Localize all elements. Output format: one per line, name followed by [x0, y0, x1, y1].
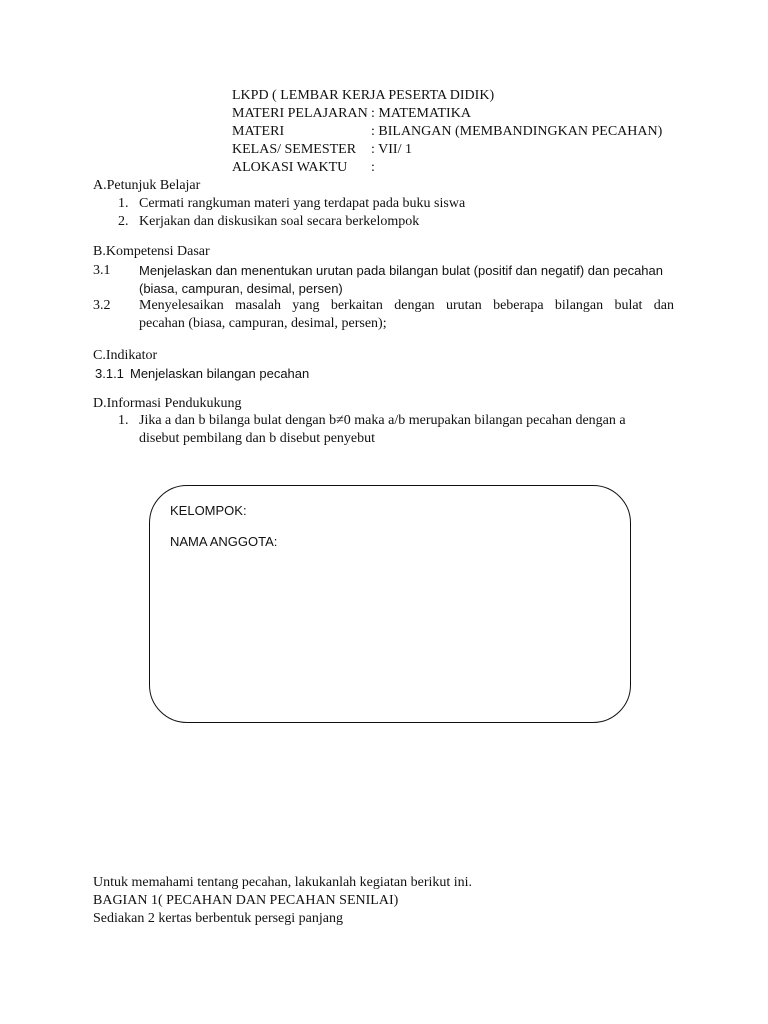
section-b-heading: B.Kompetensi Dasar: [93, 244, 210, 259]
list-item-continuation: (biasa, campuran, desimal, persen): [139, 281, 343, 296]
header-label: KELAS/ SEMESTER: [232, 142, 357, 157]
list-item-number: 3.1: [93, 263, 111, 278]
list-item-continuation: disebut pembilang dan b disebut penyebut: [139, 431, 376, 446]
list-item: Jika a dan b bilanga bulat dengan b≠0 maka a/b merupakan bilangan pecahan dengan a: [139, 413, 626, 428]
header-value: : VII/ 1: [371, 142, 412, 157]
list-item-number: 2.: [118, 214, 129, 229]
header-value: : MATEMATIKA: [371, 106, 471, 121]
list-item-number: 1.: [118, 196, 129, 211]
section-c-heading: C.Indikator: [93, 348, 158, 363]
list-item-number: 3.2: [93, 298, 111, 313]
header-value: : BILANGAN (MEMBANDINGKAN PECAHAN): [371, 124, 663, 139]
section-d-heading: D.Informasi Pendukukung: [93, 396, 242, 411]
document-title: LKPD ( LEMBAR KERJA PESERTA DIDIK): [232, 88, 495, 103]
instruction-text: Untuk memahami tentang pecahan, lakukanlah kegiatan berikut ini.: [93, 875, 473, 890]
header-label: MATERI: [232, 124, 285, 139]
list-item: Menjelaskan bilangan pecahan: [130, 366, 310, 381]
section-a-heading: A.Petunjuk Belajar: [93, 178, 201, 193]
list-item-continuation: pecahan (biasa, campuran, desimal, persen);: [139, 316, 387, 331]
list-item: Cermati rangkuman materi yang terdapat pada buku siswa: [139, 196, 466, 211]
nama-anggota-label: NAMA ANGGOTA:: [170, 534, 278, 549]
header-label: ALOKASI WAKTU: [232, 160, 348, 175]
list-item-line: Menyelesaikan masalah yang berkaitan dengan urutan beberapa bilangan bulat dan: [139, 298, 674, 313]
list-item-number: 3.1.1: [95, 366, 124, 381]
part-heading: BAGIAN 1( PECAHAN DAN PECAHAN SENILAI): [93, 893, 399, 908]
group-info-box: [149, 485, 631, 723]
instruction-text: Sediakan 2 kertas berbentuk persegi panjang: [93, 911, 343, 926]
list-item: [139, 297, 674, 315]
list-item: Menjelaskan dan menentukan urutan pada bilangan bulat (positif dan negatif) dan pecahan: [139, 263, 663, 278]
list-item: Kerjakan dan diskusikan soal secara berkelompok: [139, 214, 420, 229]
list-item-number: 1.: [118, 413, 129, 428]
header-label: MATERI PELAJARAN: [232, 106, 368, 121]
header-value: :: [371, 160, 375, 175]
kelompok-label: KELOMPOK:: [170, 503, 247, 518]
